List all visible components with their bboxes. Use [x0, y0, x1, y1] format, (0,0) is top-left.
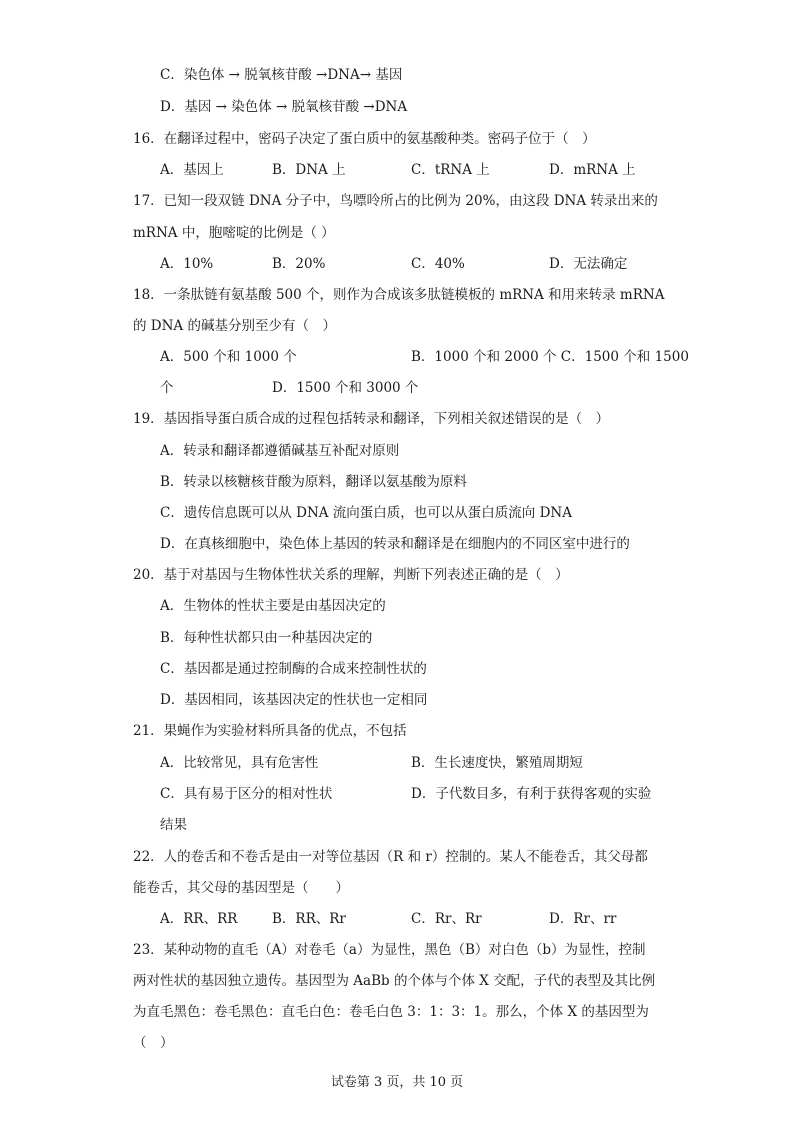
question-18-line1: 18．一条肽链有氨基酸 500 个，则作为合成该多肽链模板的 mRNA 和用来转录 mRNA	[133, 287, 665, 303]
question-19: 19．基因指导蛋白质合成的过程包括转录和翻译，下列相关叙述错误的是（ ）	[133, 411, 610, 427]
question-16: 16．在翻译过程中，密码子决定了蛋白质中的氨基酸种类。密码子位于（ ）	[133, 131, 596, 147]
q20-option-b: B．每种性状都只由一种基因决定的	[160, 630, 373, 646]
q22-option-b: B．RR、Rr	[272, 911, 346, 927]
q18-option-d: D．1500 个和 3000 个	[272, 380, 419, 396]
q22-option-a: A．RR、RR	[160, 911, 238, 927]
q21-option-d-cont: 结果	[160, 817, 187, 833]
q16-option-d: D．mRNA 上	[549, 162, 636, 178]
q19-option-c: C．遗传信息既可以从 DNA 流向蛋白质，也可以从蛋白质流向 DNA	[160, 505, 572, 521]
question-20: 20．基于对基因与生物体性状关系的理解，判断下列表述正确的是（ ）	[133, 567, 569, 583]
question-23-line4: （ ）	[133, 1035, 174, 1051]
question-17-line2: mRNA 中，胞嘧啶的比例是（ ）	[133, 225, 335, 241]
question-17-line1: 17．已知一段双链 DNA 分子中，鸟嘌呤所占的比例为 20%，由这段 DNA 转录出来的	[133, 193, 658, 209]
q21-option-c: C．具有易于区分的相对性状	[160, 786, 333, 802]
q15-option-d: D．基因 → 染色体 → 脱氧核苷酸 →DNA	[160, 99, 408, 115]
q17-option-b: B．20%	[272, 256, 326, 272]
q19-option-a: A．转录和翻译都遵循碱基互补配对原则	[160, 443, 400, 459]
q17-option-c: C．40%	[411, 256, 465, 272]
q15-option-c: C．染色体 → 脱氧核苷酸 →DNA→ 基因	[160, 67, 403, 83]
question-23-line3: 为直毛黑色：卷毛黑色：直毛白色：卷毛白色 3：1：3：1。那么，个体 X 的基因型为	[133, 1004, 649, 1020]
q21-option-d: D．子代数目多，有利于获得客观的实验	[411, 786, 652, 802]
q20-option-d: D．基因相同，该基因决定的性状也一定相同	[160, 692, 428, 708]
q18-option-b-c: B．1000 个和 2000 个 C．1500 个和 1500	[411, 349, 689, 365]
q19-option-b: B．转录以核糖核苷酸为原料，翻译以氨基酸为原料	[160, 474, 467, 490]
question-18-line2: 的 DNA 的碱基分别至少有（ ）	[133, 318, 336, 334]
question-22-line2: 能卷舌，其父母的基因型是（ ）	[133, 880, 349, 896]
q16-option-b: B．DNA 上	[272, 162, 346, 178]
q18-option-a: A．500 个和 1000 个	[160, 349, 297, 365]
q20-option-c: C．基因都是通过控制酶的合成来控制性状的	[160, 661, 427, 677]
q17-option-a: A．10%	[160, 256, 214, 272]
q16-option-a: A．基因上	[160, 162, 224, 178]
q21-option-a: A．比较常见，具有危害性	[160, 755, 319, 771]
question-21: 21．果蝇作为实验材料所具备的优点，不包括	[133, 723, 407, 739]
q19-option-d: D．在真核细胞中，染色体上基因的转录和翻译是在细胞内的不同区室中进行的	[160, 536, 630, 552]
q16-option-c: C．tRNA 上	[411, 162, 490, 178]
q17-option-d: D．无法确定	[549, 256, 628, 272]
q22-option-c: C．Rr、Rr	[411, 911, 482, 927]
question-22-line1: 22．人的卷舌和不卷舌是由一对等位基因（R 和 r）控制的。某人不能卷舌，其父母都	[133, 849, 648, 865]
question-23-line1: 23．某种动物的直毛（A）对卷毛（a）为显性，黑色（B）对白色（b）为显性，控制	[133, 942, 646, 958]
question-23-line2: 两对性状的基因独立遗传。基因型为 AaBb 的个体与个体 X 交配，子代的表型及其比例	[133, 973, 656, 989]
q21-option-b: B．生长速度快，繁殖周期短	[411, 755, 583, 771]
page-footer: 试卷第 3 页，共 10 页	[330, 1075, 464, 1090]
q20-option-a: A．生物体的性状主要是由基因决定的	[160, 598, 386, 614]
q22-option-d: D．Rr、rr	[549, 911, 617, 927]
q18-option-c-cont: 个	[160, 380, 174, 396]
